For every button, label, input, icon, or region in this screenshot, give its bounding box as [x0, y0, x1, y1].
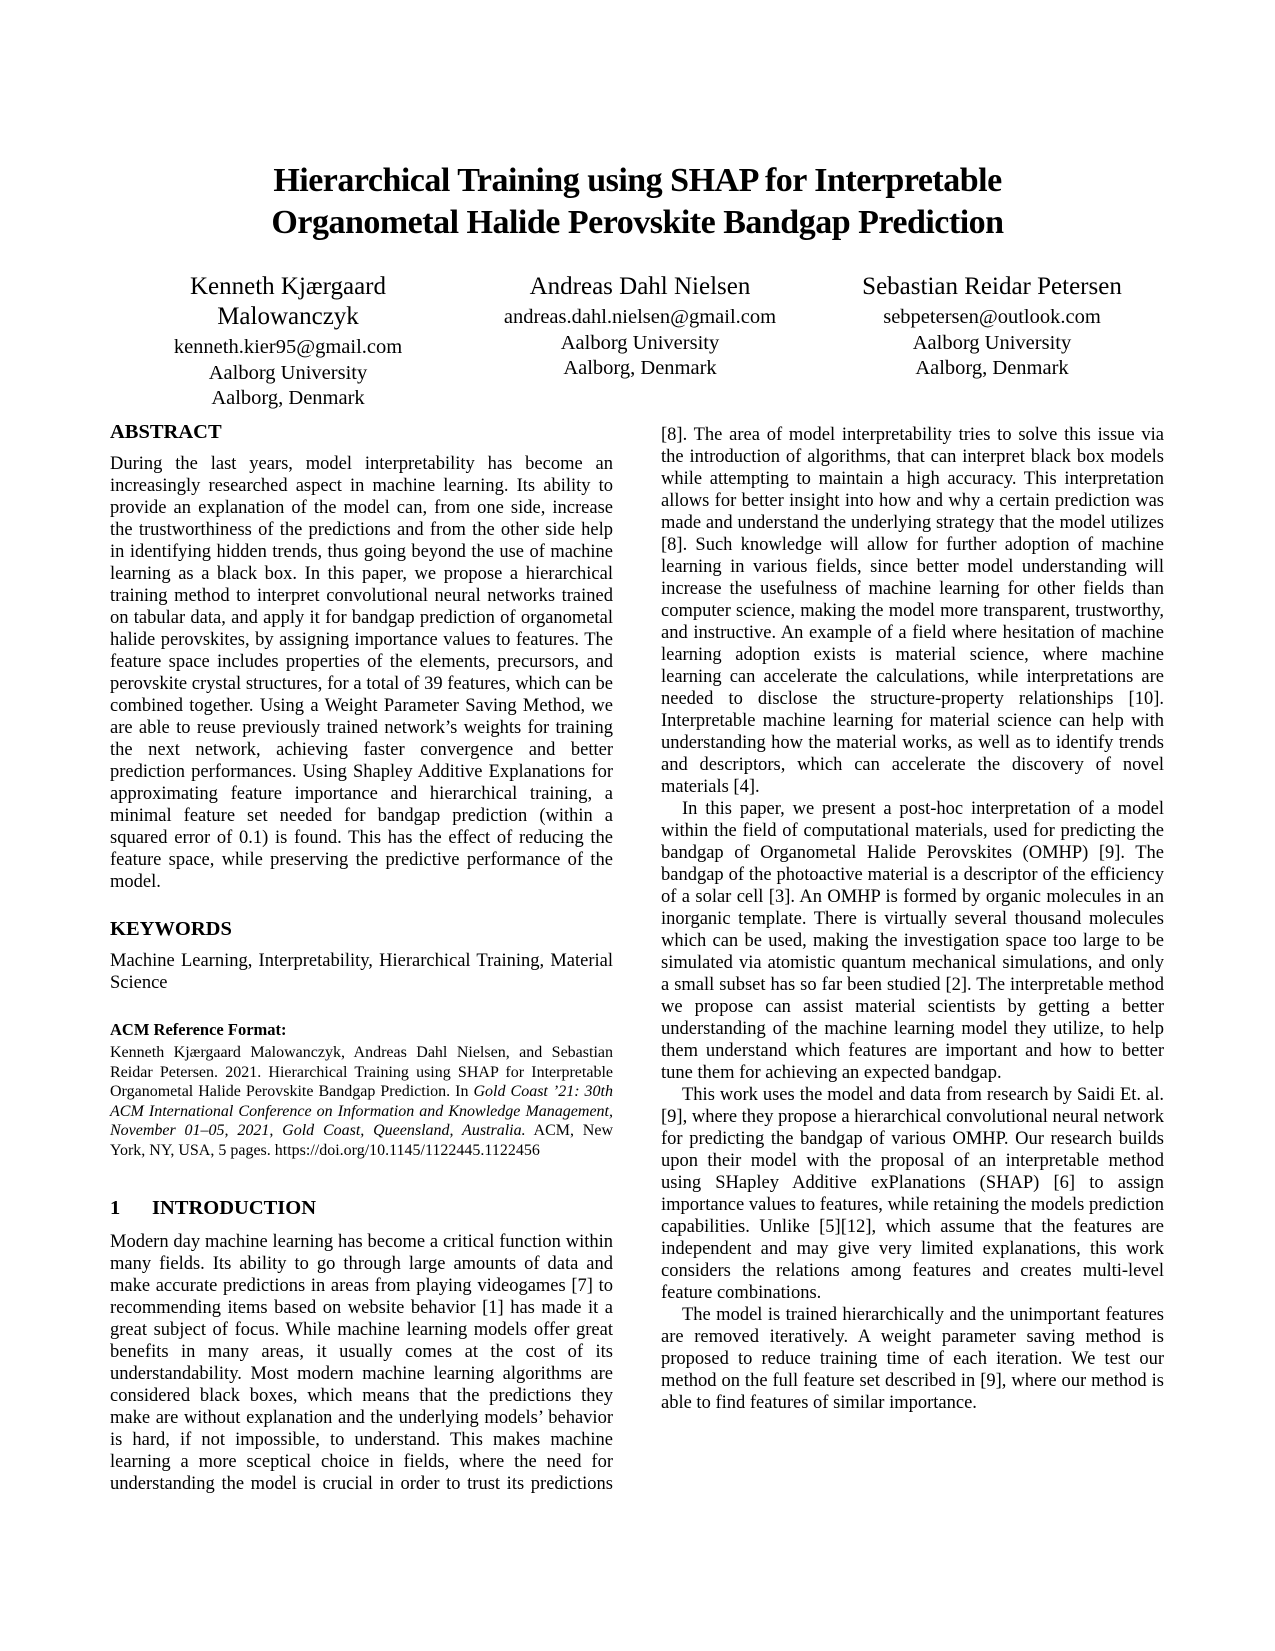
author-3	[816, 272, 1168, 412]
acm-reference-venue: Gold Coast ’21: 30th ACM International Conference on Information and Knowledge Management, November 01–05, 2021, Gold Coast, Queensland, Australia.	[110, 1083, 613, 1140]
acm-reference-citation: Kenneth Kjærgaard Malowanczyk, Andreas Dahl Nielsen, and Sebastian Reidar Petersen. 2021. Hierarchical Training using SHAP for Interpretable Organometal Halide Perovskite Bandgap Prediction. In	[110, 1044, 613, 1101]
author-name: Kenneth Kjærgaard Malowanczyk	[189, 273, 386, 330]
doi-link[interactable]: https://doi.org/10.1145/1122445.1122456	[274, 1141, 540, 1159]
acm-reference-publisher: ACM, New York, NY, USA, 5 pages.	[110, 1122, 613, 1159]
author-affiliation: Aalborg University	[208, 361, 368, 384]
author-email[interactable]: kenneth.kier95@gmail.com	[173, 336, 403, 358]
acm-reference-text	[110, 1043, 613, 1161]
section-title: INTRODUCTION	[152, 1196, 317, 1219]
author-affiliation: Aalborg University	[912, 331, 1072, 354]
paper-title-line1: Hierarchical Training using SHAP for Interpretable	[273, 162, 1002, 199]
author-1	[112, 272, 464, 412]
left-column	[110, 421, 613, 1495]
author-email[interactable]: sebpetersen@outlook.com	[883, 306, 1101, 328]
body-paragraph-2: In this paper, we present a post-hoc interpretation of a model within the field of computational materials, used for predicting the bandgap of Organometal Halide Perovskites (OMHP) [9]. The bandgap of the photoactive material is a descriptor of the efficiency of a solar cell [3]. An OMHP is formed by organic molecules in an inorganic template. There is virtually several thousand molecules which can be used, making the investigation space too large to be simulated via atomistic quantum mechanical simulations, and only a small subset has so far been studied [2]. The interpretable method we propose can assist material scientists by getting a better understanding of the machine learning model they utilize, to help them understand which features are important and how to better tune them for achieving an expected bandgap.	[661, 799, 1164, 1083]
acm-reference-block	[110, 1020, 613, 1161]
author-2	[464, 272, 816, 412]
author-affiliation: Aalborg University	[560, 331, 720, 354]
author-location: Aalborg, Denmark	[563, 357, 717, 379]
title-block	[0, 160, 1275, 244]
right-column	[661, 424, 1164, 1414]
abstract-heading: ABSTRACT	[110, 421, 222, 443]
author-location: Aalborg, Denmark	[915, 357, 1069, 379]
acm-reference-heading: ACM Reference Format:	[110, 1020, 287, 1039]
paper-title-line2: Organometal Halide Perovskite Bandgap Prediction	[271, 204, 1004, 241]
author-block	[112, 272, 1168, 412]
keywords-text: Machine Learning, Interpretability, Hierarchical Training, Material Science	[110, 951, 613, 993]
author-name: Sebastian Reidar Petersen	[862, 273, 1122, 300]
introduction-heading	[110, 1197, 613, 1220]
body-paragraph-4: The model is trained hierarchically and the unimportant features are removed iteratively. A weight parameter saving method is proposed to reduce training time of each iteration. We test our method on the full feature set described in [9], where our method is able to find features of similar importance.	[661, 1305, 1164, 1413]
keywords-heading: KEYWORDS	[110, 918, 232, 940]
author-location: Aalborg, Denmark	[211, 387, 365, 409]
author-email[interactable]: andreas.dahl.nielsen@gmail.com	[503, 306, 777, 328]
abstract-text: During the last years, model interpretability has become an increasingly researched aspect in machine learning. Its ability to provide an explanation of the model can, from one side, increase the trustworthiness of the predictions and from the other side help in identifying hidden trends, thus going beyond the use of machine learning as a black box. In this paper, we propose a hierarchical training method to interpret convolutional neural networks trained on tabular data, and apply it for bandgap prediction of organometal halide perovskites, by assigning importance values to features. The feature space includes properties of the elements, precursors, and perovskite crystal structures, for a total of 39 features, which can be combined together. Using a Weight Parameter Saving Method, we are able to reuse previously trained network’s weights for training the next network, achieving faster convergence and better prediction performances. Using Shapley Additive Explanations for approximating feature importance and hierarchical training, a minimal feature set needed for bandgap prediction (within a squared error of 0.1) is found. This has the effect of reducing the feature space, while preserving the predictive performance of the model.	[110, 454, 613, 892]
author-name: Andreas Dahl Nielsen	[529, 273, 751, 300]
introduction-paragraph: Modern day machine learning has become a critical function within many fields. Its ability to go through large amounts of data and make accurate predictions in areas from playing videogames [7] to recommending items based on website behavior [1] has made it a great subject of focus. While machine learning models offer great benefits in many areas, it usually comes at the cost of its understandability. Most modern machine learning algorithms are considered black boxes, which means that the predictions they make are without explanation and the underlying models’ behavior is hard, if not impossible, to understand. This makes machine learning a more sceptical choice in fields, where the need for understanding the model is crucial in order to trust its predictions	[110, 1231, 613, 1494]
paper-title	[0, 160, 1275, 244]
section-number: 1	[110, 1196, 121, 1219]
body-paragraph-3: This work uses the model and data from research by Saidi Et. al. [9], where they propose a hierarchical convolutional neural network for predicting the bandgap of various OMHP. Our research builds upon their model with the proposal of an interpretable method using SHapley Additive exPlanations (SHAP) [6] to assign importance values to features, while retaining the models prediction capabilities. Unlike [5][12], which assume that the features are independent and may give very limited explanations, this work considers the relations among features and creates multi-level feature combinations.	[661, 1085, 1164, 1303]
body-paragraph-1: [8]. The area of model interpretability tries to solve this issue via the introduction of algorithms, that can interpret black box models while attempting to maintain a high accuracy. This interpretation allows for better insight into how and why a certain prediction was made and understand the underlying strategy that the model utilizes [8]. Such knowledge will allow for further adoption of machine learning in various fields, since better model understanding will increase the usefulness of machine learning for other fields than computer science, making the model more transparent, trustworthy, and instructive. An example of a field where hesitation of machine learning adoption exists is material science, where machine learning can accelerate the calculations, while interpretations are needed to disclose the structure-property relationships [10]. Interpretable machine learning for material science can help with understanding how the material works, as well as to identify trends and descriptors, which can accelerate the discovery of novel materials [4].	[661, 425, 1164, 797]
